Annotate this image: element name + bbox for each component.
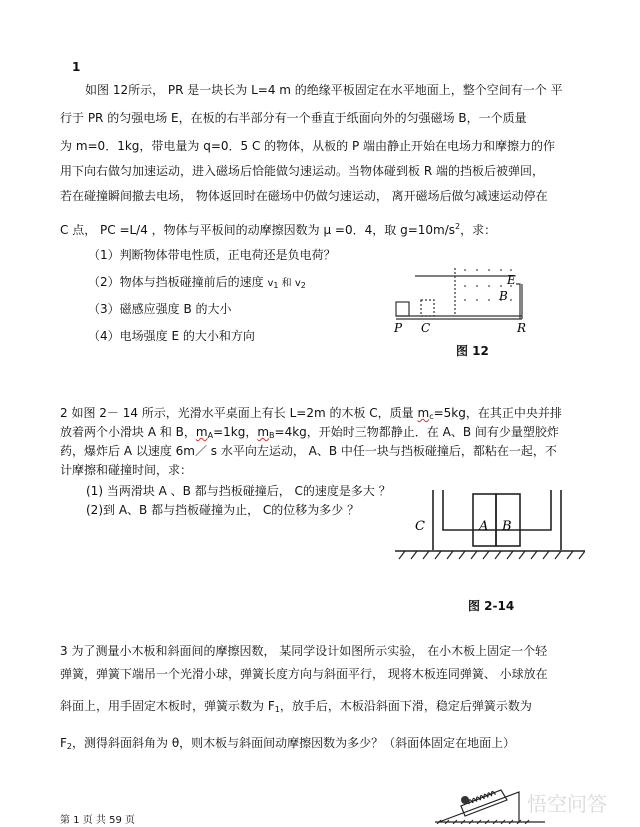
p2-line1-text: 2 如图 2－ 14 所示，光滑水平桌面上有长 L=2m 的木板 C，质量 bbox=[60, 406, 418, 420]
problem-3-line-4: $F_2$，测得斜面斜角为 θ，则木板与斜面间动摩擦因数为多少？（斜面体固定在地面上） bbox=[60, 736, 516, 751]
label-e: E bbox=[507, 273, 516, 287]
figure-2-14-diagram bbox=[395, 490, 585, 560]
problem-1-line-1: 如图 12所示， PR 是一块长为 L=4 m 的绝缘平板固定在水平地面上，整个空间有一个 平 bbox=[85, 83, 563, 97]
wooden-board bbox=[461, 790, 507, 816]
problem-3-line-2: 弹簧，弹簧下端吊一个光滑小球，弹簧长度方向与斜面平行， 现将木板连同弹簧、 小球放在 bbox=[60, 667, 548, 681]
v1-symbol: v bbox=[267, 278, 274, 289]
problem-1-line-2: 行于 PR 的匀强电场 E，在板的右半部分有一个垂直于纸面向外的匀强磁场 B，一个质量 bbox=[60, 111, 527, 125]
problem-1-number: 1 bbox=[72, 60, 81, 74]
problem-1-line-3: 为 m=0．1kg，带电量为 q=0．5 C 的物体，从板的 P 端由静止开始在电场力和摩擦力的作 bbox=[60, 139, 556, 153]
v2-symbol: v bbox=[294, 278, 301, 289]
label-a-block: A bbox=[479, 519, 489, 534]
problem-2-line-3: 药，爆炸后 A 以速度 6m／ s 水平向左运动， A、B 中任一块与挡板碰撞后，都粘在一起，不 bbox=[60, 444, 557, 458]
problem-2-line-4: 计摩擦和碰撞时间，求： bbox=[60, 463, 193, 477]
label-b-block: B bbox=[502, 519, 512, 534]
block-at-p bbox=[396, 302, 409, 316]
question-2-text: （2）物体与挡板碰撞前后的速度 bbox=[88, 275, 268, 289]
and-text: 和 bbox=[278, 278, 295, 289]
problem-2-line-2: 放着两个小滑块 A 和 B，$m_A=1kg$，$m_B=4kg$，开始时三物都静止．在 A、B 间有少量塑胶炸 bbox=[60, 425, 559, 440]
problem-1-line-5: 若在碰撞瞬间撤去电场， 物体返回时在磁场中仍做匀速运动， 离开磁场后做匀减速运动停在 bbox=[60, 189, 548, 203]
board-c bbox=[433, 490, 561, 550]
f1-subscript: 1 bbox=[274, 705, 280, 714]
ma-symbol: $m_A$ bbox=[195, 425, 214, 440]
problem-2-question-1: (1) 当两滑块 A 、B 都与挡板碰撞后， C的速度是多大 ？ bbox=[86, 484, 391, 498]
superscript-2: 2 bbox=[455, 222, 461, 231]
label-p: P bbox=[394, 321, 403, 335]
label-c: C bbox=[421, 321, 431, 335]
wall-at-r bbox=[516, 284, 520, 319]
mc-symbol: $m_c$ bbox=[417, 406, 434, 421]
f2-subscript: 2 bbox=[66, 742, 72, 751]
watermark: 悟空问答 bbox=[527, 792, 607, 816]
p2-line2-text: 放着两个小滑块 A 和 B， bbox=[60, 425, 196, 439]
v2-subscript: 2 bbox=[300, 281, 306, 290]
problem-1-question-3: （3）磁感应强度 B 的大小 bbox=[88, 302, 232, 316]
problem-1-question-1: （1）判断物体带电性质，正电荷还是负电荷？ bbox=[88, 248, 336, 262]
dotted-block-at-c bbox=[421, 300, 434, 316]
problem-1-line-6-text: C 点， PC =L/4 ，物体与平板间的动摩擦因数为 μ =0．4，取 g=10m/s bbox=[60, 223, 455, 237]
ground-hatching bbox=[399, 551, 585, 559]
page-footer: 第 1 页 共 59 页 bbox=[60, 815, 135, 826]
problem-3-line-1: 3 为了测量小木板和斜面间的摩擦因数， 某同学设计如图所示实验， 在小木板上固定一个轻 bbox=[60, 644, 548, 658]
label-b: B bbox=[499, 289, 508, 303]
problem-1-question-2 bbox=[88, 275, 306, 293]
problem-1-line-4: 用下向右做匀加速运动，进入磁场后恰能做匀速运动。当物体碰到板 R 端的挡板后被弹回， bbox=[60, 164, 544, 178]
label-c-board: C bbox=[415, 519, 425, 534]
incline-slope bbox=[439, 792, 519, 822]
problem-3-line-3: 斜面上，用手固定木板时，弹簧示数为 $F_1$，放手后，木板沿斜面下滑，稳定后弹簧示数为 bbox=[60, 699, 532, 714]
figure-2-14-caption: 图 2-14 bbox=[468, 599, 515, 613]
problem-1-line-6-suffix: ，求： bbox=[460, 223, 497, 237]
ball bbox=[461, 796, 469, 804]
figure-12-caption: 图 12 bbox=[456, 344, 489, 358]
problem-1-question-4: （4）电场强度 E 的大小和方向 bbox=[88, 329, 255, 343]
p2-line1-rest: =5kg，在其正中央并排 bbox=[433, 406, 562, 420]
problem-1-line-6 bbox=[60, 220, 496, 237]
v1-subscript: 1 bbox=[273, 281, 279, 290]
figure-12-diagram bbox=[390, 262, 530, 342]
problem-2-line-1 bbox=[60, 406, 562, 424]
label-r: R bbox=[517, 321, 527, 335]
problem-2-question-2: (2)到 A、B 都与挡板碰撞为止， C的位移为多少 ？ bbox=[86, 503, 360, 517]
p2-line2-rest: =4kg，开始时三物都静止．在 A、B 间有少量塑胶炸 bbox=[274, 425, 559, 439]
mb-symbol: $m_B$ bbox=[257, 425, 275, 440]
